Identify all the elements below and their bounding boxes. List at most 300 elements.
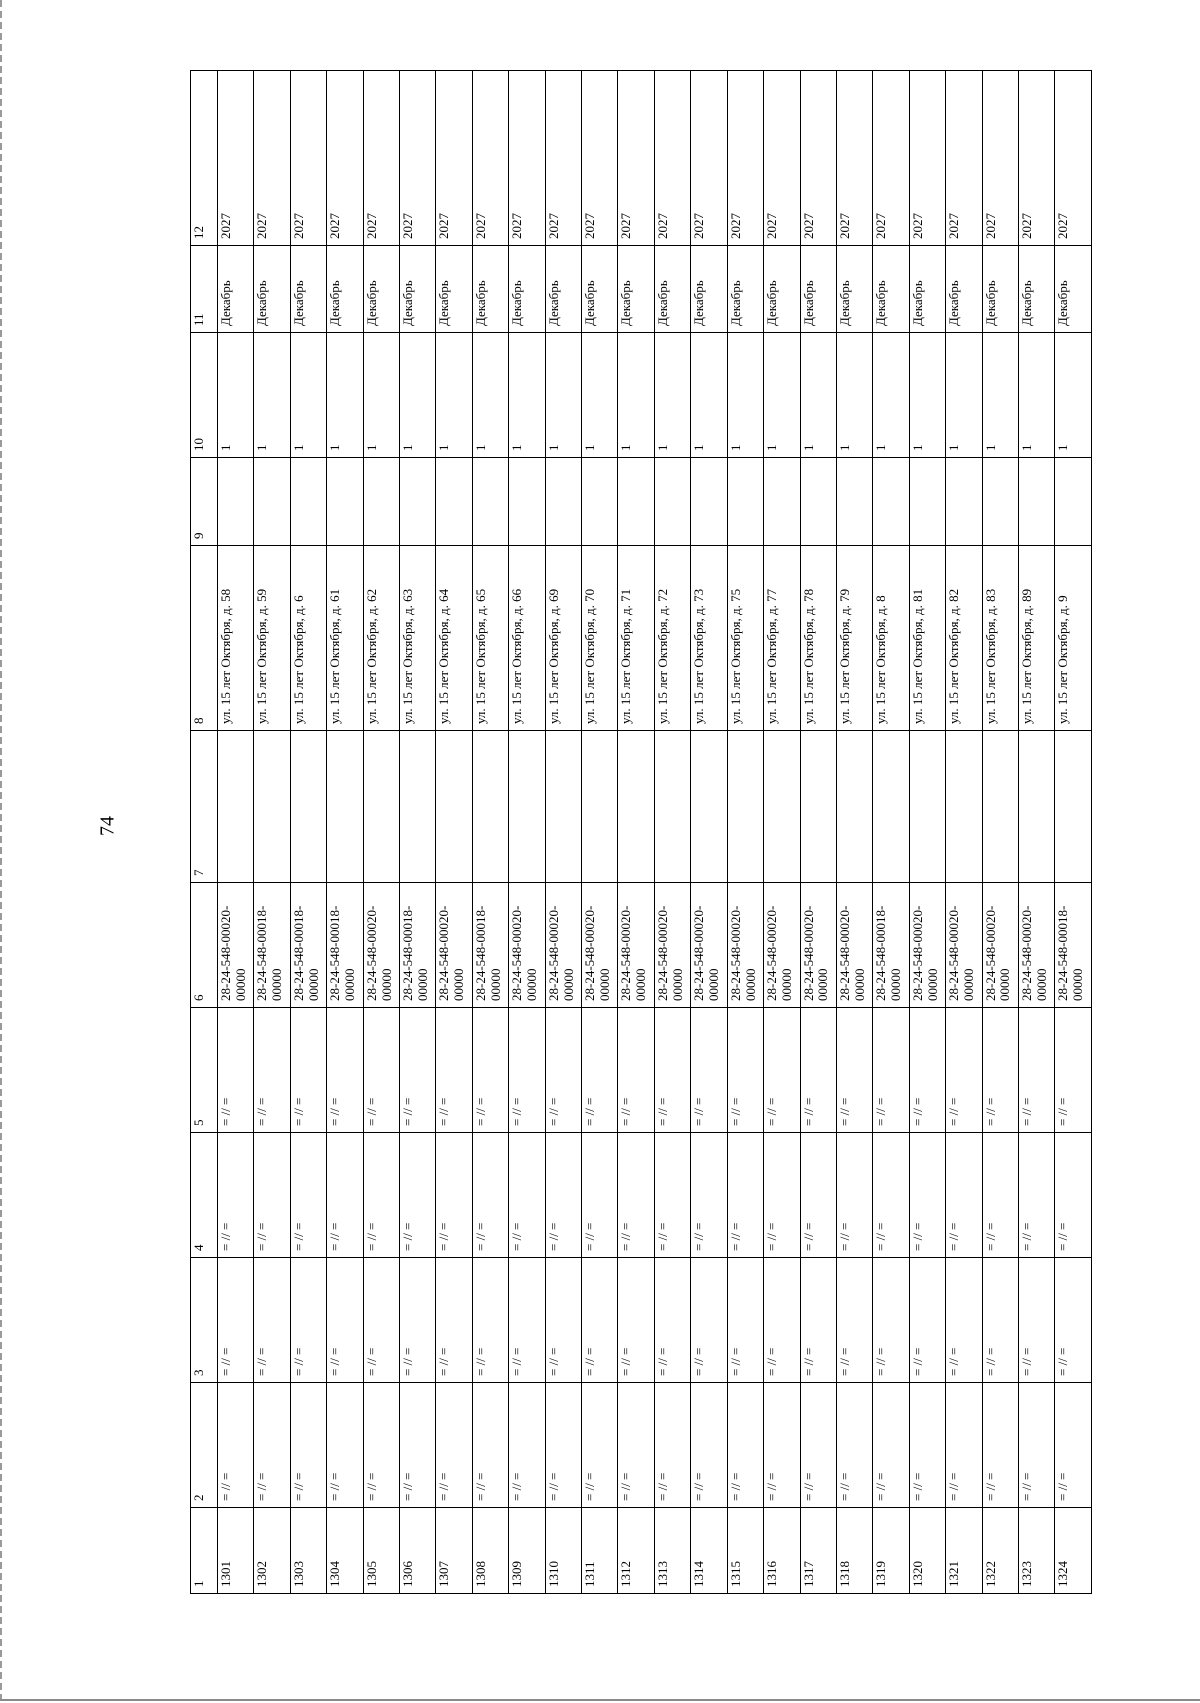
table-row bbox=[400, 71, 436, 1594]
cadastral-code: 28-24-548-00020-00000 bbox=[618, 883, 654, 1008]
col3-cell: = // = bbox=[400, 1258, 436, 1383]
month-cell: Декабрь bbox=[582, 246, 618, 333]
col5-cell: = // = bbox=[909, 1008, 945, 1133]
year-cell: 2027 bbox=[909, 71, 945, 246]
col4-cell: = // = bbox=[290, 1133, 326, 1258]
quantity-cell: 1 bbox=[909, 333, 945, 458]
cadastral-code: 28-24-548-00018-00000 bbox=[327, 883, 363, 1008]
table-row bbox=[727, 71, 763, 1594]
month-cell: Декабрь bbox=[436, 246, 472, 333]
address-cell: ул. 15 лет Октября, д. 59 bbox=[254, 546, 290, 731]
month-cell: Декабрь bbox=[472, 246, 508, 333]
col3-cell: = // = bbox=[1018, 1258, 1054, 1383]
col-header-12: 12 bbox=[191, 71, 218, 246]
col5-cell: = // = bbox=[436, 1008, 472, 1133]
table-row bbox=[436, 71, 472, 1594]
month-cell: Декабрь bbox=[1055, 246, 1092, 333]
table-row bbox=[545, 71, 581, 1594]
col4-cell: = // = bbox=[800, 1133, 836, 1258]
month-cell: Декабрь bbox=[982, 246, 1018, 333]
col4-cell: = // = bbox=[873, 1133, 909, 1258]
col9-cell bbox=[727, 458, 763, 546]
month-cell: Декабрь bbox=[727, 246, 763, 333]
cadastral-code: 28-24-548-00020-00000 bbox=[800, 883, 836, 1008]
address-cell: ул. 15 лет Октября, д. 75 bbox=[727, 546, 763, 731]
cadastral-code: 28-24-548-00020-00000 bbox=[764, 883, 800, 1008]
row-number: 1317 bbox=[800, 1508, 836, 1594]
row-number: 1301 bbox=[218, 1508, 254, 1594]
table-row bbox=[946, 71, 982, 1594]
cadastral-code: 28-24-548-00020-00000 bbox=[727, 883, 763, 1008]
address-cell: ул. 15 лет Октября, д. 79 bbox=[836, 546, 872, 731]
col2-cell: = // = bbox=[946, 1383, 982, 1508]
month-cell: Декабрь bbox=[836, 246, 872, 333]
quantity-cell: 1 bbox=[982, 333, 1018, 458]
col2-cell: = // = bbox=[691, 1383, 727, 1508]
col9-cell bbox=[472, 458, 508, 546]
quantity-cell: 1 bbox=[727, 333, 763, 458]
register-table bbox=[190, 70, 1092, 1594]
col3-cell: = // = bbox=[436, 1258, 472, 1383]
col3-cell: = // = bbox=[290, 1258, 326, 1383]
year-cell: 2027 bbox=[618, 71, 654, 246]
page-number-text: 74 bbox=[96, 816, 119, 836]
col2-cell: = // = bbox=[436, 1383, 472, 1508]
col3-cell: = // = bbox=[909, 1258, 945, 1383]
col4-cell: = // = bbox=[691, 1133, 727, 1258]
quantity-cell: 1 bbox=[400, 333, 436, 458]
col7-cell bbox=[618, 731, 654, 883]
rotated-table-wrapper bbox=[190, 71, 1092, 1594]
month-cell: Декабрь bbox=[290, 246, 326, 333]
month-cell: Декабрь bbox=[873, 246, 909, 333]
year-cell: 2027 bbox=[218, 71, 254, 246]
col3-cell: = // = bbox=[873, 1258, 909, 1383]
quantity-cell: 1 bbox=[582, 333, 618, 458]
col5-cell: = // = bbox=[545, 1008, 581, 1133]
col-header-11: 11 bbox=[191, 246, 218, 333]
col2-cell: = // = bbox=[727, 1383, 763, 1508]
col9-cell bbox=[836, 458, 872, 546]
col4-cell: = // = bbox=[946, 1133, 982, 1258]
address-cell: ул. 15 лет Октября, д. 69 bbox=[545, 546, 581, 731]
col2-cell: = // = bbox=[290, 1383, 326, 1508]
col9-cell bbox=[436, 458, 472, 546]
cadastral-code: 28-24-548-00018-00000 bbox=[873, 883, 909, 1008]
address-cell: ул. 15 лет Октября, д. 64 bbox=[436, 546, 472, 731]
address-cell: ул. 15 лет Октября, д. 73 bbox=[691, 546, 727, 731]
table-row bbox=[363, 71, 399, 1594]
col5-cell: = // = bbox=[254, 1008, 290, 1133]
quantity-cell: 1 bbox=[290, 333, 326, 458]
cadastral-code: 28-24-548-00018-00000 bbox=[254, 883, 290, 1008]
col5-cell: = // = bbox=[400, 1008, 436, 1133]
year-cell: 2027 bbox=[582, 71, 618, 246]
address-cell: ул. 15 лет Октября, д. 78 bbox=[800, 546, 836, 731]
month-cell: Декабрь bbox=[654, 246, 690, 333]
year-cell: 2027 bbox=[691, 71, 727, 246]
col2-cell: = // = bbox=[873, 1383, 909, 1508]
col9-cell bbox=[545, 458, 581, 546]
year-cell: 2027 bbox=[327, 71, 363, 246]
cadastral-code: 28-24-548-00020-00000 bbox=[436, 883, 472, 1008]
month-cell: Декабрь bbox=[218, 246, 254, 333]
month-cell: Декабрь bbox=[946, 246, 982, 333]
col3-cell: = // = bbox=[800, 1258, 836, 1383]
cadastral-code: 28-24-548-00020-00000 bbox=[909, 883, 945, 1008]
col2-cell: = // = bbox=[218, 1383, 254, 1508]
col9-cell bbox=[1018, 458, 1054, 546]
table-row bbox=[1055, 71, 1092, 1594]
month-cell: Декабрь bbox=[509, 246, 545, 333]
month-cell: Декабрь bbox=[1018, 246, 1054, 333]
col7-cell bbox=[836, 731, 872, 883]
col7-cell bbox=[764, 731, 800, 883]
cadastral-code: 28-24-548-00020-00000 bbox=[509, 883, 545, 1008]
quantity-cell: 1 bbox=[436, 333, 472, 458]
col7-cell bbox=[1055, 731, 1092, 883]
table-body bbox=[218, 71, 1092, 1594]
cadastral-code: 28-24-548-00020-00000 bbox=[691, 883, 727, 1008]
col2-cell: = // = bbox=[618, 1383, 654, 1508]
table-row bbox=[327, 71, 363, 1594]
address-cell: ул. 15 лет Октября, д. 81 bbox=[909, 546, 945, 731]
table-row bbox=[764, 71, 800, 1594]
year-cell: 2027 bbox=[873, 71, 909, 246]
col-header-1: 1 bbox=[191, 1508, 218, 1594]
col7-cell bbox=[472, 731, 508, 883]
col-header-4: 4 bbox=[191, 1133, 218, 1258]
col4-cell: = // = bbox=[218, 1133, 254, 1258]
col2-cell: = // = bbox=[327, 1383, 363, 1508]
row-number: 1324 bbox=[1055, 1508, 1092, 1594]
row-number: 1319 bbox=[873, 1508, 909, 1594]
col3-cell: = // = bbox=[946, 1258, 982, 1383]
col2-cell: = // = bbox=[909, 1383, 945, 1508]
quantity-cell: 1 bbox=[363, 333, 399, 458]
table-row bbox=[254, 71, 290, 1594]
row-number: 1304 bbox=[327, 1508, 363, 1594]
col7-cell bbox=[946, 731, 982, 883]
col5-cell: = // = bbox=[727, 1008, 763, 1133]
row-number: 1308 bbox=[472, 1508, 508, 1594]
col7-cell bbox=[909, 731, 945, 883]
year-cell: 2027 bbox=[254, 71, 290, 246]
row-number: 1312 bbox=[618, 1508, 654, 1594]
col4-cell: = // = bbox=[982, 1133, 1018, 1258]
col5-cell: = // = bbox=[946, 1008, 982, 1133]
scan-edge-bottom bbox=[0, 1699, 1200, 1701]
month-cell: Декабрь bbox=[618, 246, 654, 333]
col-header-6: 6 bbox=[191, 883, 218, 1008]
table-row bbox=[218, 71, 254, 1594]
year-cell: 2027 bbox=[363, 71, 399, 246]
month-cell: Декабрь bbox=[545, 246, 581, 333]
col-header-2: 2 bbox=[191, 1383, 218, 1508]
col2-cell: = // = bbox=[654, 1383, 690, 1508]
cadastral-code: 28-24-548-00020-00000 bbox=[218, 883, 254, 1008]
year-cell: 2027 bbox=[982, 71, 1018, 246]
col4-cell: = // = bbox=[254, 1133, 290, 1258]
address-cell: ул. 15 лет Октября, д. 66 bbox=[509, 546, 545, 731]
col3-cell: = // = bbox=[509, 1258, 545, 1383]
cadastral-code: 28-24-548-00020-00000 bbox=[836, 883, 872, 1008]
col4-cell: = // = bbox=[618, 1133, 654, 1258]
cadastral-code: 28-24-548-00020-00000 bbox=[946, 883, 982, 1008]
year-cell: 2027 bbox=[509, 71, 545, 246]
col5-cell: = // = bbox=[509, 1008, 545, 1133]
row-number: 1313 bbox=[654, 1508, 690, 1594]
quantity-cell: 1 bbox=[545, 333, 581, 458]
row-number: 1302 bbox=[254, 1508, 290, 1594]
col3-cell: = // = bbox=[691, 1258, 727, 1383]
col2-cell: = // = bbox=[982, 1383, 1018, 1508]
year-cell: 2027 bbox=[436, 71, 472, 246]
quantity-cell: 1 bbox=[836, 333, 872, 458]
quantity-cell: 1 bbox=[800, 333, 836, 458]
col2-cell: = // = bbox=[582, 1383, 618, 1508]
col2-cell: = // = bbox=[764, 1383, 800, 1508]
quantity-cell: 1 bbox=[218, 333, 254, 458]
row-number: 1322 bbox=[982, 1508, 1018, 1594]
month-cell: Декабрь bbox=[909, 246, 945, 333]
col9-cell bbox=[1055, 458, 1092, 546]
col5-cell: = // = bbox=[1018, 1008, 1054, 1133]
row-number: 1320 bbox=[909, 1508, 945, 1594]
col3-cell: = // = bbox=[254, 1258, 290, 1383]
address-cell: ул. 15 лет Октября, д. 83 bbox=[982, 546, 1018, 731]
col9-cell bbox=[509, 458, 545, 546]
year-cell: 2027 bbox=[800, 71, 836, 246]
col2-cell: = // = bbox=[545, 1383, 581, 1508]
col3-cell: = // = bbox=[472, 1258, 508, 1383]
col7-cell bbox=[873, 731, 909, 883]
quantity-cell: 1 bbox=[764, 333, 800, 458]
col2-cell: = // = bbox=[836, 1383, 872, 1508]
quantity-cell: 1 bbox=[1055, 333, 1092, 458]
col5-cell: = // = bbox=[1055, 1008, 1092, 1133]
month-cell: Декабрь bbox=[691, 246, 727, 333]
cadastral-code: 28-24-548-00018-00000 bbox=[400, 883, 436, 1008]
address-cell: ул. 15 лет Октября, д. 62 bbox=[363, 546, 399, 731]
address-cell: ул. 15 лет Октября, д. 70 bbox=[582, 546, 618, 731]
col9-cell bbox=[400, 458, 436, 546]
col7-cell bbox=[654, 731, 690, 883]
quantity-cell: 1 bbox=[654, 333, 690, 458]
col5-cell: = // = bbox=[218, 1008, 254, 1133]
quantity-cell: 1 bbox=[618, 333, 654, 458]
col5-cell: = // = bbox=[582, 1008, 618, 1133]
year-cell: 2027 bbox=[400, 71, 436, 246]
col9-cell bbox=[218, 458, 254, 546]
col9-cell bbox=[982, 458, 1018, 546]
cadastral-code: 28-24-548-00020-00000 bbox=[582, 883, 618, 1008]
col7-cell bbox=[691, 731, 727, 883]
col9-cell bbox=[946, 458, 982, 546]
header-row bbox=[191, 71, 218, 1594]
month-cell: Декабрь bbox=[254, 246, 290, 333]
row-number: 1323 bbox=[1018, 1508, 1054, 1594]
col9-cell bbox=[764, 458, 800, 546]
col9-cell bbox=[254, 458, 290, 546]
col9-cell bbox=[290, 458, 326, 546]
col3-cell: = // = bbox=[1055, 1258, 1092, 1383]
table-row bbox=[982, 71, 1018, 1594]
col3-cell: = // = bbox=[218, 1258, 254, 1383]
col3-cell: = // = bbox=[836, 1258, 872, 1383]
col4-cell: = // = bbox=[764, 1133, 800, 1258]
col-header-5: 5 bbox=[191, 1008, 218, 1133]
col9-cell bbox=[582, 458, 618, 546]
year-cell: 2027 bbox=[764, 71, 800, 246]
month-cell: Декабрь bbox=[400, 246, 436, 333]
address-cell: ул. 15 лет Октября, д. 58 bbox=[218, 546, 254, 731]
col9-cell bbox=[909, 458, 945, 546]
table-row bbox=[654, 71, 690, 1594]
cadastral-code: 28-24-548-00018-00000 bbox=[472, 883, 508, 1008]
row-number: 1311 bbox=[582, 1508, 618, 1594]
col7-cell bbox=[800, 731, 836, 883]
col4-cell: = // = bbox=[1018, 1133, 1054, 1258]
col4-cell: = // = bbox=[1055, 1133, 1092, 1258]
table-row bbox=[618, 71, 654, 1594]
row-number: 1321 bbox=[946, 1508, 982, 1594]
col3-cell: = // = bbox=[982, 1258, 1018, 1383]
col4-cell: = // = bbox=[509, 1133, 545, 1258]
month-cell: Декабрь bbox=[800, 246, 836, 333]
col5-cell: = // = bbox=[800, 1008, 836, 1133]
year-cell: 2027 bbox=[727, 71, 763, 246]
col7-cell bbox=[982, 731, 1018, 883]
row-number: 1315 bbox=[727, 1508, 763, 1594]
col4-cell: = // = bbox=[400, 1133, 436, 1258]
col3-cell: = // = bbox=[618, 1258, 654, 1383]
address-cell: ул. 15 лет Октября, д. 8 bbox=[873, 546, 909, 731]
row-number: 1310 bbox=[545, 1508, 581, 1594]
row-number: 1316 bbox=[764, 1508, 800, 1594]
row-number: 1306 bbox=[400, 1508, 436, 1594]
year-cell: 2027 bbox=[654, 71, 690, 246]
col7-cell bbox=[290, 731, 326, 883]
col2-cell: = // = bbox=[800, 1383, 836, 1508]
row-number: 1314 bbox=[691, 1508, 727, 1594]
year-cell: 2027 bbox=[472, 71, 508, 246]
year-cell: 2027 bbox=[946, 71, 982, 246]
col5-cell: = // = bbox=[691, 1008, 727, 1133]
cadastral-code: 28-24-548-00020-00000 bbox=[1018, 883, 1054, 1008]
table-row bbox=[472, 71, 508, 1594]
address-cell: ул. 15 лет Октября, д. 65 bbox=[472, 546, 508, 731]
cadastral-code: 28-24-548-00020-00000 bbox=[982, 883, 1018, 1008]
quantity-cell: 1 bbox=[509, 333, 545, 458]
col7-cell bbox=[327, 731, 363, 883]
address-cell: ул. 15 лет Октября, д. 71 bbox=[618, 546, 654, 731]
scan-edge-left bbox=[0, 0, 2, 1703]
row-number: 1318 bbox=[836, 1508, 872, 1594]
year-cell: 2027 bbox=[545, 71, 581, 246]
col7-cell bbox=[545, 731, 581, 883]
col5-cell: = // = bbox=[363, 1008, 399, 1133]
col4-cell: = // = bbox=[654, 1133, 690, 1258]
col4-cell: = // = bbox=[436, 1133, 472, 1258]
col7-cell bbox=[1018, 731, 1054, 883]
col-header-8: 8 bbox=[191, 546, 218, 731]
cadastral-code: 28-24-548-00020-00000 bbox=[654, 883, 690, 1008]
table-row bbox=[290, 71, 326, 1594]
table-row bbox=[691, 71, 727, 1594]
table-row bbox=[909, 71, 945, 1594]
col5-cell: = // = bbox=[873, 1008, 909, 1133]
col9-cell bbox=[691, 458, 727, 546]
cadastral-code: 28-24-548-00018-00000 bbox=[1055, 883, 1092, 1008]
col-header-9: 9 bbox=[191, 458, 218, 546]
address-cell: ул. 15 лет Октября, д. 72 bbox=[654, 546, 690, 731]
year-cell: 2027 bbox=[1055, 71, 1092, 246]
quantity-cell: 1 bbox=[327, 333, 363, 458]
col5-cell: = // = bbox=[836, 1008, 872, 1133]
col2-cell: = // = bbox=[400, 1383, 436, 1508]
col4-cell: = // = bbox=[545, 1133, 581, 1258]
quantity-cell: 1 bbox=[472, 333, 508, 458]
table-row bbox=[582, 71, 618, 1594]
col7-cell bbox=[727, 731, 763, 883]
col2-cell: = // = bbox=[363, 1383, 399, 1508]
col7-cell bbox=[218, 731, 254, 883]
col-header-7: 7 bbox=[191, 731, 218, 883]
cadastral-code: 28-24-548-00020-00000 bbox=[363, 883, 399, 1008]
col4-cell: = // = bbox=[363, 1133, 399, 1258]
cadastral-code: 28-24-548-00018-00000 bbox=[290, 883, 326, 1008]
col4-cell: = // = bbox=[582, 1133, 618, 1258]
quantity-cell: 1 bbox=[873, 333, 909, 458]
col3-cell: = // = bbox=[654, 1258, 690, 1383]
row-number: 1303 bbox=[290, 1508, 326, 1594]
col2-cell: = // = bbox=[1055, 1383, 1092, 1508]
year-cell: 2027 bbox=[1018, 71, 1054, 246]
col9-cell bbox=[654, 458, 690, 546]
month-cell: Декабрь bbox=[363, 246, 399, 333]
col2-cell: = // = bbox=[1018, 1383, 1054, 1508]
col9-cell bbox=[618, 458, 654, 546]
row-number: 1309 bbox=[509, 1508, 545, 1594]
address-cell: ул. 15 лет Октября, д. 61 bbox=[327, 546, 363, 731]
col5-cell: = // = bbox=[982, 1008, 1018, 1133]
col3-cell: = // = bbox=[582, 1258, 618, 1383]
table-row bbox=[509, 71, 545, 1594]
col3-cell: = // = bbox=[764, 1258, 800, 1383]
col7-cell bbox=[400, 731, 436, 883]
row-number: 1307 bbox=[436, 1508, 472, 1594]
col-header-3: 3 bbox=[191, 1258, 218, 1383]
col3-cell: = // = bbox=[363, 1258, 399, 1383]
col2-cell: = // = bbox=[254, 1383, 290, 1508]
table-row bbox=[836, 71, 872, 1594]
col9-cell bbox=[363, 458, 399, 546]
quantity-cell: 1 bbox=[946, 333, 982, 458]
col4-cell: = // = bbox=[727, 1133, 763, 1258]
col4-cell: = // = bbox=[327, 1133, 363, 1258]
col2-cell: = // = bbox=[472, 1383, 508, 1508]
year-cell: 2027 bbox=[290, 71, 326, 246]
col5-cell: = // = bbox=[654, 1008, 690, 1133]
col3-cell: = // = bbox=[545, 1258, 581, 1383]
quantity-cell: 1 bbox=[691, 333, 727, 458]
col5-cell: = // = bbox=[327, 1008, 363, 1133]
col-header-10: 10 bbox=[191, 333, 218, 458]
quantity-cell: 1 bbox=[254, 333, 290, 458]
col5-cell: = // = bbox=[618, 1008, 654, 1133]
address-cell: ул. 15 лет Октября, д. 89 bbox=[1018, 546, 1054, 731]
